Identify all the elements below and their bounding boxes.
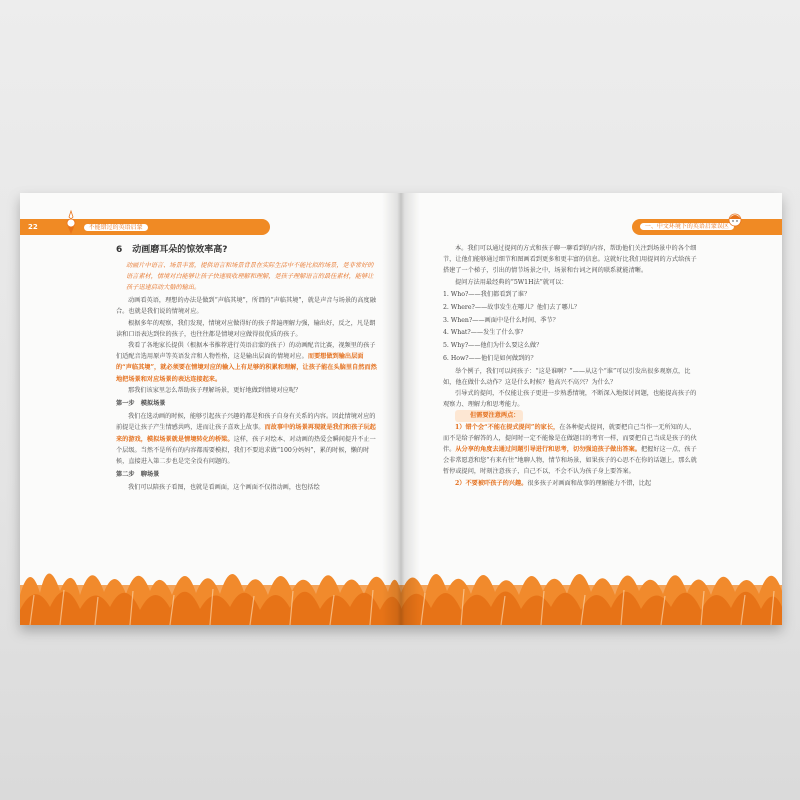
right-page-number: 23 <box>640 239 650 247</box>
note-label: 1）错个会“不能在提式提问”的家长， <box>455 423 560 431</box>
paragraph-text: 在各种提式提问，就要把自己当作一无所知的人，而不是给予解答的人，提问时一定不能像是在做题目的考官一样，而要把自己当成是孩子的伙伴。 <box>443 423 697 453</box>
paragraph <box>116 411 378 467</box>
paragraph: 动画看英语，理想的办法是做到“声临其境”，所谓的“声临其境”，就是声音与场景的高度融合。也就是我们说的情境对应。 <box>116 297 376 316</box>
highlight-text: 而故事中的场景再现就是我们和孩子玩起来的游戏，模拟场景就是情境转化的桥梁。 <box>116 424 376 443</box>
paragraph: 举个例子，我们可以问孩子：“这是谁啊？”——从这个“谁”可以引发出很多观察点，比如，他在做什么动作？这是什么时候？他高兴不高兴？为什么？ <box>443 367 691 386</box>
paragraph: 我们可以陪孩子看图，也就是看画面，这个画面不仅指动画，也包括绘 <box>128 484 320 492</box>
paragraph: 本。我们可以通过提问的方式和孩子聊一聊看到的内容，帮助他们关注到场景中的各个细节，让他们能够通过细节和图画看到更多和更丰富的信息。这就好比我们用提问的方式给孩子搭建了一个梯子，引出的情节场景之中，场景和台词之间的联系就能清晰。 <box>443 245 697 275</box>
note-label: 2）不要被吓孩子的兴趣。 <box>455 479 528 487</box>
highlight-text: 从分享的角度去通过问题引导进行和思考，切勿强迫孩子做出答案。 <box>455 445 641 453</box>
mascot-icon <box>62 209 80 235</box>
section-number: 6 <box>116 245 123 255</box>
paragraph-text: 这样，孩子对绘本、对动画的热爱会瞬间提升不止一个层级。当然不是所有的内容都需要模拟，我们不要追求做“100分妈妈”，累的时候，懒的时候，直接进入第二步也是完全没有问题的。 <box>116 435 376 466</box>
notes-label: 但需要注意两点： <box>455 410 523 421</box>
highlight-text: 而要想做到输出层面的“声临其境”，就必须要在情境对应的输入上有足够的积累和理解，让孩子能在头脑里自然而然地把场景和对应场景的表达连接起来。 <box>116 353 377 383</box>
right-header-title: 一、中文环境下的英语启蒙误区 <box>640 223 734 230</box>
note-item <box>443 422 701 478</box>
paragraph: 那我们该家里怎么帮助孩子理解场景，更好地做到情境对应呢？ <box>128 386 302 394</box>
list-item: 3. When?——画面中是什么时间、季节？ <box>443 316 559 324</box>
right-page <box>401 193 782 625</box>
note-item <box>443 478 701 489</box>
left-running-header <box>20 219 270 235</box>
section-intro: 动画片中语言、场景丰富，提供语言和场景背景在实际生活中不能比拟的场景，是非常好的语言素材，情境对白能够让孩子快速吸收理解和理解，是孩子理解语言的最佳素材，能够让孩子迅速启动大脑的输出。 <box>126 262 374 292</box>
paragraph-text: 我看了各地家长提供（根据本书推荐进行英语启蒙的孩子）的动画配音比赛，视频里的孩子们适配音选用原声等英语发音和人物性格，这是输出层面的情境对应。 <box>116 342 376 361</box>
paragraph: 根据多年的观察，我们发现，情境对应做得好的孩子普遍理解力强，输出好，反之，凡是朗读和口语表达到位的孩子，也往往都是情境对应做得很优质的孩子。 <box>116 319 376 338</box>
right-body <box>443 243 701 489</box>
left-foliage-illustration <box>20 555 401 625</box>
step-heading: 第二步 聊场景 <box>116 471 160 479</box>
left-body <box>116 243 378 494</box>
right-running-header <box>632 219 782 247</box>
paragraph-text: 很多孩子对画面和故事的理解能力不错，比起 <box>527 479 652 487</box>
left-page <box>20 193 401 625</box>
left-page-number: 22 <box>28 223 38 231</box>
list-item: 5. Why?——他们为什么要这么做？ <box>443 342 543 350</box>
list-item: 1. Who?——我们都看到了谁？ <box>443 291 531 299</box>
girl-illustration-icon <box>726 209 744 235</box>
step-heading: 第一步 模拟场景 <box>116 400 166 408</box>
list-item: 6. How?——他们是如何做到的？ <box>443 354 537 362</box>
right-foliage-illustration <box>401 555 782 625</box>
left-header-title: 不能错过的英语启蒙 <box>84 224 148 231</box>
section-title: 动画磨耳朵的惊效率高? <box>132 245 228 255</box>
paragraph: 提问方法用最经典的“5W1H法”就可以： <box>455 278 568 286</box>
open-book <box>20 193 782 625</box>
notes-intro <box>443 410 701 421</box>
question-list <box>443 289 701 364</box>
list-item: 2. Where?——故事发生在哪儿？他们去了哪儿？ <box>443 304 581 312</box>
list-item: 4. What?——发生了什么事？ <box>443 329 527 337</box>
paragraph: 引导式的提问，不仅能让孩子更进一步熟悉情境，不断深入地探讨问题，也能提高孩子的观察力、理解力和思考能力。 <box>443 389 697 409</box>
paragraph-text: 把握好这一点，孩子会非常愿意和您“有来有往”地聊人物，情节和场景，如果孩子的心思不在你的话题上，那么就暂停或提问，时刻注意孩子，自己不以，不会不认为孩子身上要答案。 <box>443 445 697 476</box>
paragraph-text: 我们在选动画的时候，能够引起孩子兴趣的都是和孩子自身有关系的内容。因此情境对应的前提是让孩子产生情感共鸣，进而让孩子喜欢上故事。 <box>116 413 376 432</box>
section-heading <box>116 245 378 256</box>
paragraph <box>116 340 378 385</box>
